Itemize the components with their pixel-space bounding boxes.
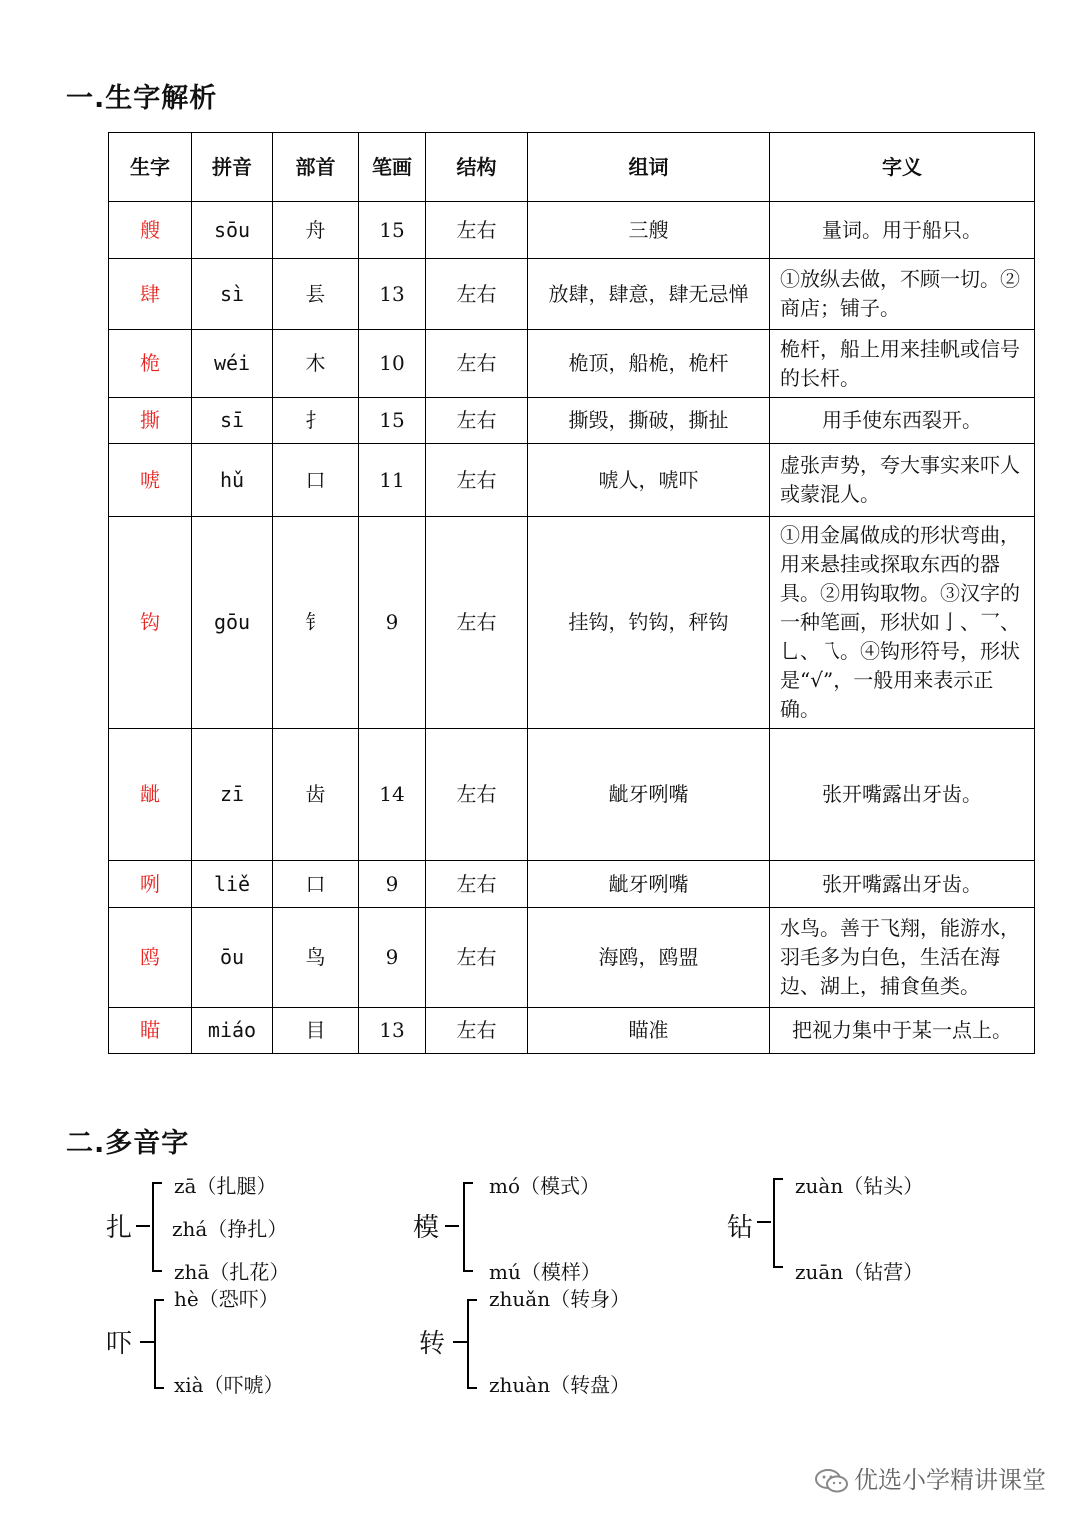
section-title-polyphones: 二.多音字 — [66, 1128, 190, 1159]
cell-char: 龇 — [109, 729, 192, 861]
cell-words: 唬人，唬吓 — [528, 444, 770, 517]
reading: zhā（扎花） — [174, 1260, 290, 1284]
cell-strokes: 9 — [359, 908, 426, 1008]
header-words: 组词 — [528, 133, 770, 202]
header-radical: 部首 — [273, 133, 359, 202]
cell-pinyin: sōu — [192, 202, 273, 259]
cell-words: 龇牙咧嘴 — [528, 729, 770, 861]
polyphone-char: 吓 — [106, 1329, 133, 1359]
brace — [152, 1182, 162, 1272]
cell-char: 钩 — [109, 517, 192, 729]
polyphone-mo — [413, 1166, 673, 1286]
cell-meaning: ①放纵去做，不顾一切。②商店；铺子。 — [770, 259, 1035, 330]
cell-char: 咧 — [109, 861, 192, 908]
cell-strokes: 13 — [359, 1008, 426, 1054]
cell-meaning: 把视力集中于某一点上。 — [770, 1008, 1035, 1054]
brace — [463, 1182, 473, 1272]
polyphone-char: 模 — [413, 1213, 440, 1243]
cell-meaning: 水鸟。善于飞翔，能游水，羽毛多为白色，生活在海边、湖上，捕食鱼类。 — [770, 908, 1035, 1008]
cell-char: 唬 — [109, 444, 192, 517]
cell-strokes: 9 — [359, 861, 426, 908]
cell-pinyin: miáo — [192, 1008, 273, 1054]
cell-strokes: 13 — [359, 259, 426, 330]
cell-meaning: 张开嘴露出牙齿。 — [770, 861, 1035, 908]
cell-char: 鸥 — [109, 908, 192, 1008]
table-header-row — [109, 133, 1035, 202]
reading: zuàn（钻头） — [795, 1174, 924, 1198]
header-strokes: 笔画 — [359, 133, 426, 202]
header-char: 生字 — [109, 133, 192, 202]
reading: mó（模式） — [489, 1174, 601, 1198]
table-row — [109, 202, 1035, 259]
reading: zhuǎn（转身） — [489, 1287, 631, 1311]
cell-pinyin: zī — [192, 729, 273, 861]
cell-structure: 左右 — [426, 908, 528, 1008]
cell-char: 桅 — [109, 330, 192, 398]
cell-words: 瞄准 — [528, 1008, 770, 1054]
table-row — [109, 398, 1035, 444]
cell-pinyin: liě — [192, 861, 273, 908]
cell-radical: 镸 — [273, 259, 359, 330]
watermark-text: 优选小学精讲课堂 — [854, 1466, 1046, 1494]
brace — [467, 1299, 477, 1389]
cell-structure: 左右 — [426, 202, 528, 259]
cell-radical: 钅 — [273, 517, 359, 729]
table-row — [109, 330, 1035, 398]
cell-meaning: 张开嘴露出牙齿。 — [770, 729, 1035, 861]
table-row — [109, 861, 1035, 908]
table-row — [109, 908, 1035, 1008]
cell-radical: 口 — [273, 444, 359, 517]
polyphone-zha — [106, 1166, 366, 1286]
cell-structure: 左右 — [426, 729, 528, 861]
cell-strokes: 15 — [359, 398, 426, 444]
cell-char: 肆 — [109, 259, 192, 330]
brace — [773, 1178, 783, 1268]
cell-strokes: 9 — [359, 517, 426, 729]
cell-words: 龇牙咧嘴 — [528, 861, 770, 908]
cell-char: 艘 — [109, 202, 192, 259]
table-row — [109, 729, 1035, 861]
cell-radical: 舟 — [273, 202, 359, 259]
watermark — [814, 1460, 1046, 1495]
cell-char: 瞄 — [109, 1008, 192, 1054]
header-meaning: 字义 — [770, 133, 1035, 202]
cell-pinyin: ōu — [192, 908, 273, 1008]
polyphone-xia — [106, 1279, 366, 1399]
cell-words: 挂钩，钓钩，秤钩 — [528, 517, 770, 729]
header-pinyin: 拼音 — [192, 133, 273, 202]
polyphone-zuan — [727, 1166, 987, 1286]
cell-radical: 木 — [273, 330, 359, 398]
cell-meaning: 量词。用于船只。 — [770, 202, 1035, 259]
reading: zā（扎腿） — [174, 1174, 277, 1198]
table-row — [109, 517, 1035, 729]
cell-structure: 左右 — [426, 259, 528, 330]
polyphone-char: 扎 — [106, 1213, 133, 1243]
reading: mú（模样） — [489, 1260, 601, 1284]
cell-words: 桅顶，船桅，桅杆 — [528, 330, 770, 398]
reading: hè（恐吓） — [174, 1287, 279, 1311]
brace — [154, 1299, 164, 1389]
cell-pinyin: sì — [192, 259, 273, 330]
cell-meaning: ①用金属做成的形状弯曲，用来悬挂或探取东西的器具。②用钩取物。③汉字的一种笔画，形状如亅、乛、乚、乁。④钩形符号，形状是“√”，一般用来表示正确。 — [770, 517, 1035, 729]
table-row — [109, 259, 1035, 330]
cell-words: 海鸥，鸥盟 — [528, 908, 770, 1008]
cell-pinyin: sī — [192, 398, 273, 444]
cell-strokes: 14 — [359, 729, 426, 861]
cell-pinyin: gōu — [192, 517, 273, 729]
table-row — [109, 1008, 1035, 1054]
cell-meaning: 虚张声势，夸大事实来吓人或蒙混人。 — [770, 444, 1035, 517]
cell-strokes: 15 — [359, 202, 426, 259]
cell-radical: 齿 — [273, 729, 359, 861]
wechat-icon — [814, 1467, 850, 1495]
reading: zuān（钻营） — [795, 1260, 924, 1284]
cell-radical: 扌 — [273, 398, 359, 444]
cell-structure: 左右 — [426, 398, 528, 444]
character-table — [108, 132, 1035, 1054]
cell-char: 撕 — [109, 398, 192, 444]
section-title-new-characters: 一.生字解析 — [66, 83, 218, 114]
table-row — [109, 444, 1035, 517]
cell-pinyin: wéi — [192, 330, 273, 398]
polyphone-zhuan — [419, 1279, 679, 1399]
cell-words: 三艘 — [528, 202, 770, 259]
cell-pinyin: hǔ — [192, 444, 273, 517]
reading: zhuàn（转盘） — [489, 1373, 631, 1397]
polyphone-char: 钻 — [727, 1213, 754, 1243]
reading: xià（吓唬） — [174, 1373, 284, 1397]
cell-meaning: 用手使东西裂开。 — [770, 398, 1035, 444]
cell-structure: 左右 — [426, 861, 528, 908]
cell-words: 放肆，肆意，肆无忌惮 — [528, 259, 770, 330]
polyphone-char: 转 — [419, 1329, 446, 1359]
cell-structure: 左右 — [426, 517, 528, 729]
cell-radical: 目 — [273, 1008, 359, 1054]
header-structure: 结构 — [426, 133, 528, 202]
cell-structure: 左右 — [426, 444, 528, 517]
cell-meaning: 桅杆，船上用来挂帆或信号的长杆。 — [770, 330, 1035, 398]
cell-radical: 鸟 — [273, 908, 359, 1008]
cell-radical: 口 — [273, 861, 359, 908]
cell-structure: 左右 — [426, 330, 528, 398]
cell-strokes: 10 — [359, 330, 426, 398]
reading: zhá（挣扎） — [172, 1217, 288, 1241]
cell-strokes: 11 — [359, 444, 426, 517]
cell-words: 撕毁，撕破，撕扯 — [528, 398, 770, 444]
cell-structure: 左右 — [426, 1008, 528, 1054]
